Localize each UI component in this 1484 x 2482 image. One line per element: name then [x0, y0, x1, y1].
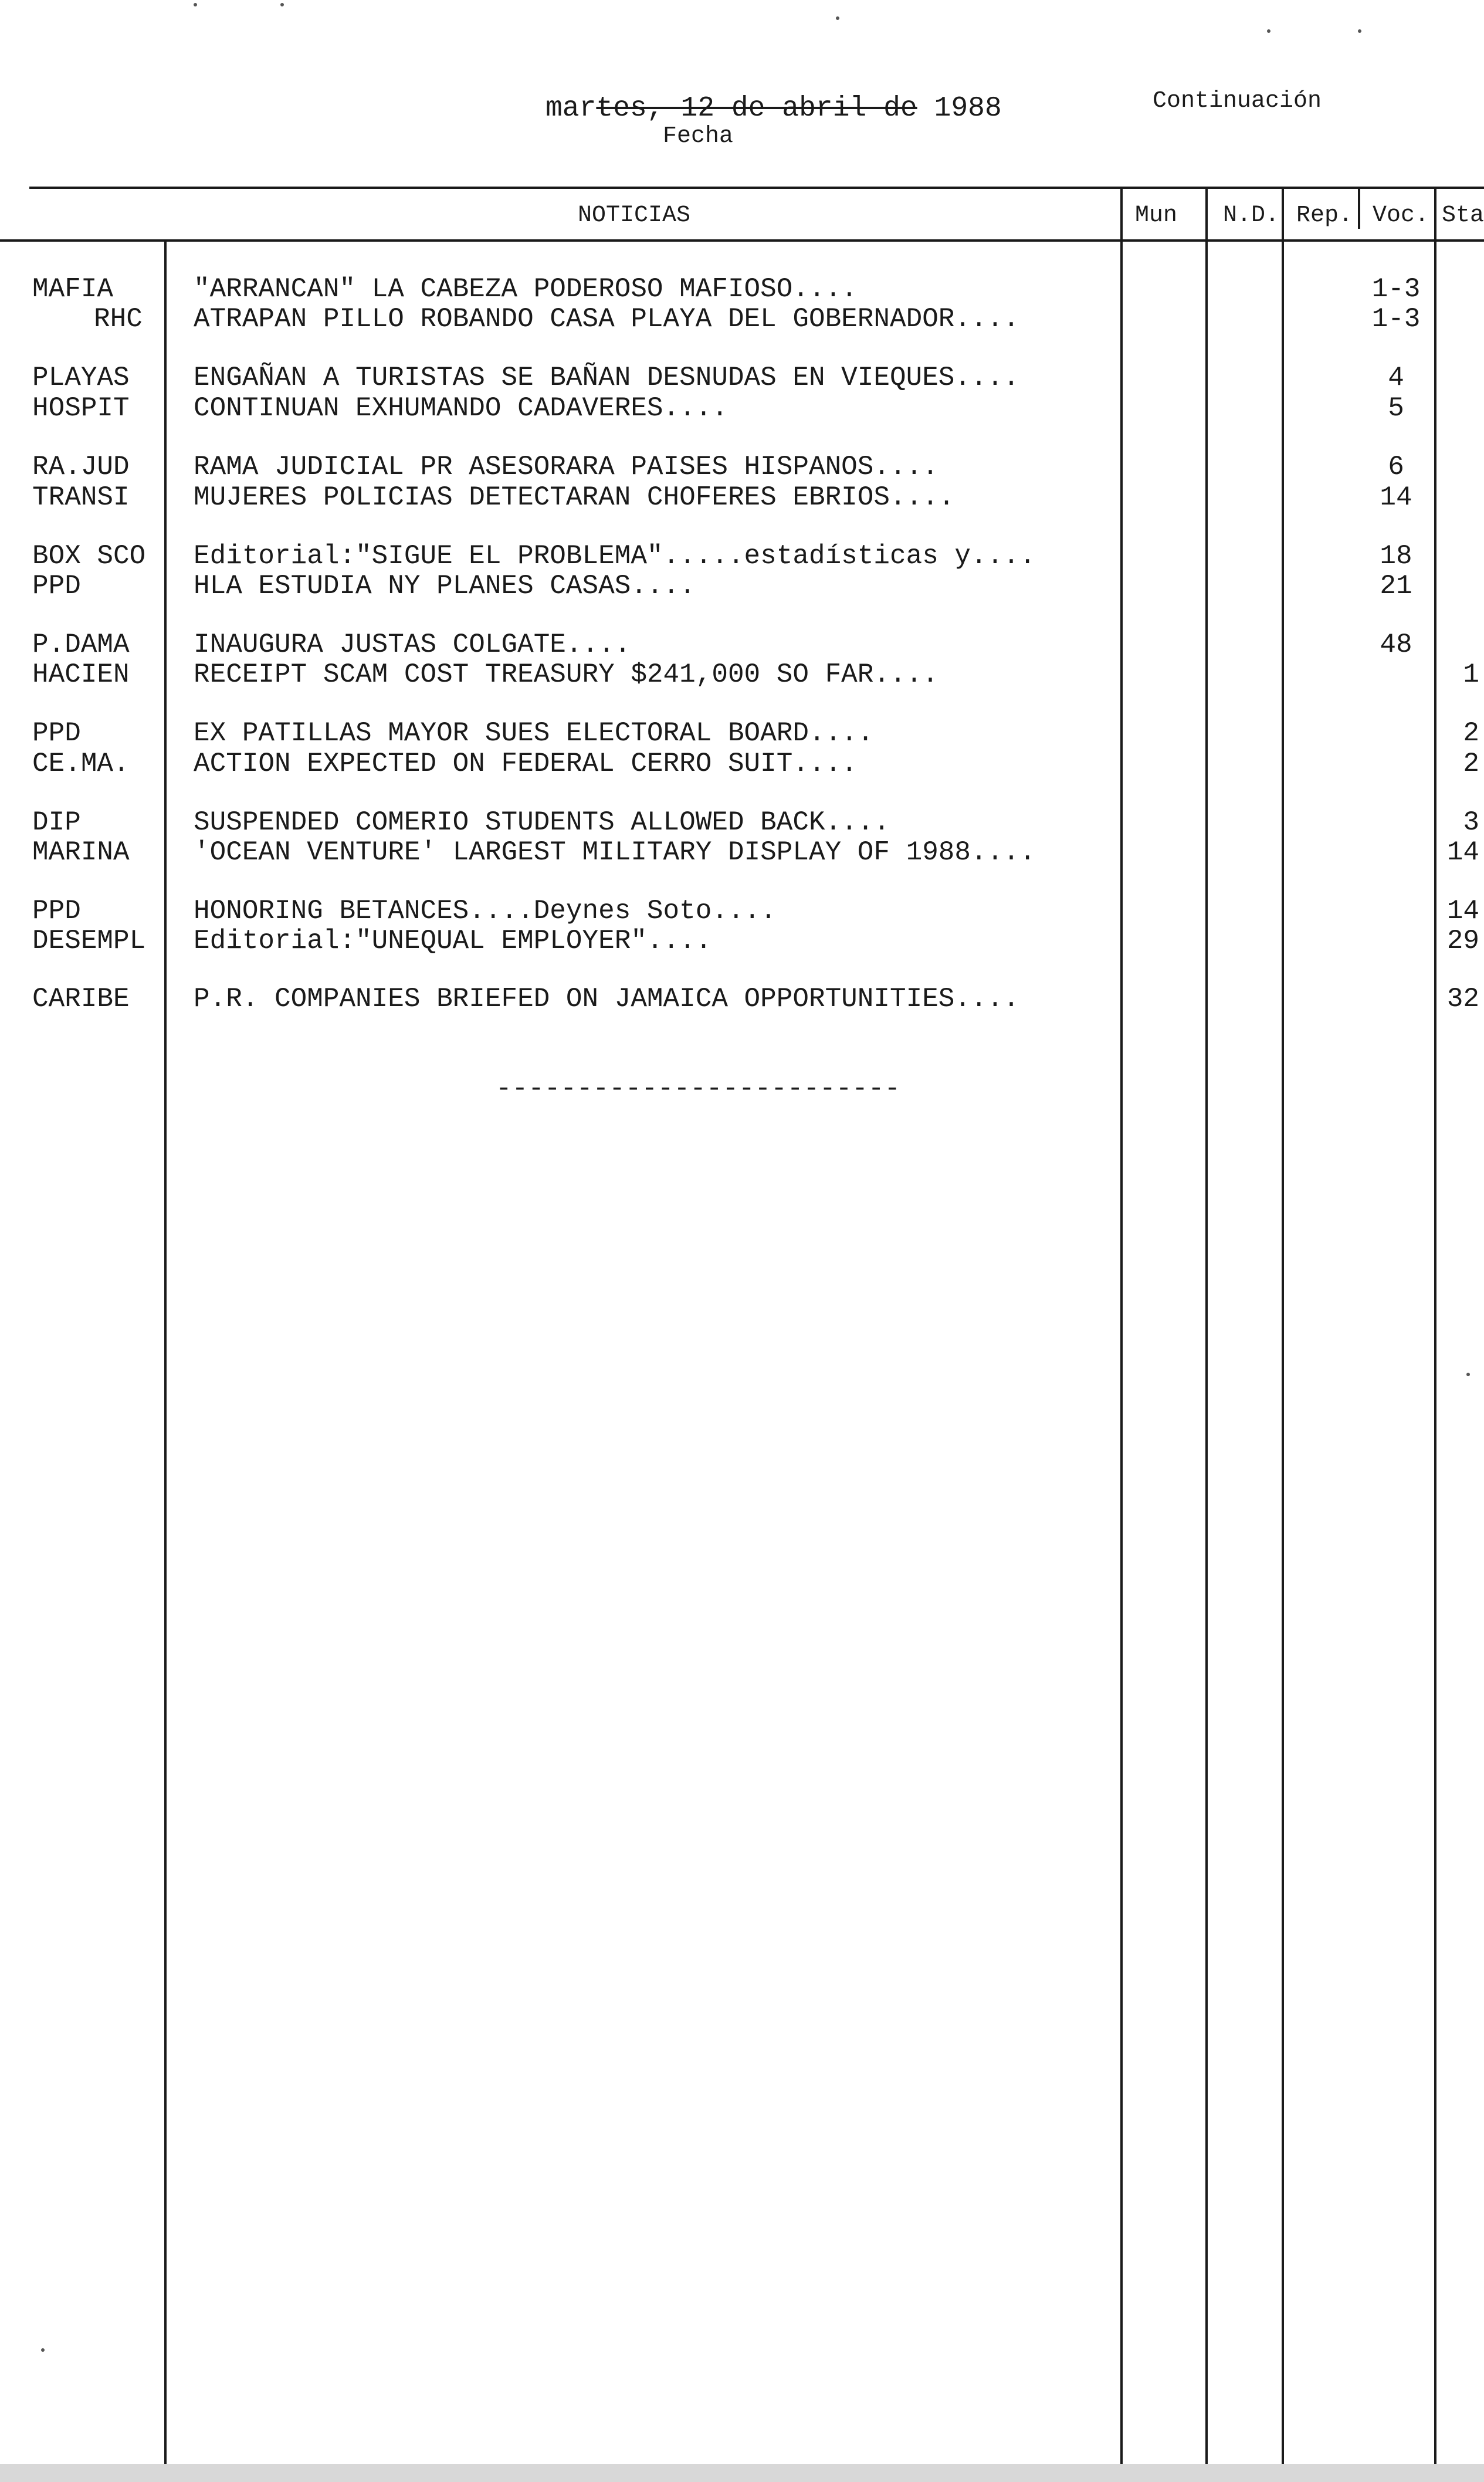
- mun-column-left-divider: [1120, 188, 1123, 2464]
- column-header-mun: Mun: [1135, 202, 1178, 229]
- news-row: [0, 984, 1484, 1014]
- row-section: HACIEN: [32, 659, 130, 690]
- news-row: [0, 837, 1484, 868]
- row-section: PLAYAS: [32, 363, 130, 393]
- row-section: RHC: [94, 304, 143, 334]
- scan-speck: [41, 2348, 45, 2352]
- row-sta-page: 14: [1446, 837, 1479, 868]
- scan-bottom-edge: [0, 2464, 1484, 2482]
- date-year: 1988: [917, 93, 1002, 124]
- scan-speck: [280, 3, 284, 6]
- row-section: PPD: [32, 718, 81, 749]
- voc-column-left-divider: [1358, 188, 1360, 229]
- row-sta-page: 32: [1446, 984, 1479, 1014]
- row-headline: ACTION EXPECTED ON FEDERAL CERRO SUIT....: [194, 749, 858, 779]
- row-section: MARINA: [32, 837, 130, 868]
- row-sta-page: 29: [1446, 926, 1479, 956]
- fecha-label: Fecha: [663, 123, 734, 150]
- row-voc-page: 18: [1380, 541, 1412, 571]
- news-row: [0, 659, 1484, 690]
- table-top-rule: [29, 187, 1484, 189]
- row-headline: RECEIPT SCAM COST TREASURY $241,000 SO FAR....: [194, 659, 938, 690]
- row-sta-page: 14: [1446, 896, 1479, 926]
- row-voc-page: 48: [1380, 629, 1412, 660]
- news-row: [0, 482, 1484, 513]
- row-headline: RAMA JUDICIAL PR ASESORARA PAISES HISPANOS....: [194, 452, 938, 482]
- row-section: TRANSI: [32, 482, 130, 513]
- row-sta-page: 2: [1463, 749, 1479, 779]
- row-headline: INAUGURA JUSTAS COLGATE....: [194, 629, 631, 660]
- row-section: MAFIA: [32, 274, 114, 304]
- row-sta-page: 3: [1463, 807, 1479, 838]
- news-row: [0, 749, 1484, 779]
- row-headline: MUJERES POLICIAS DETECTARAN CHOFERES EBRIOS....: [194, 482, 955, 513]
- news-row: [0, 571, 1484, 601]
- row-headline: HLA ESTUDIA NY PLANES CASAS....: [194, 571, 696, 601]
- row-headline: CONTINUAN EXHUMANDO CADAVERES....: [194, 393, 728, 424]
- row-headline: P.R. COMPANIES BRIEFED ON JAMAICA OPPORTUNITIES....: [194, 984, 1019, 1014]
- row-voc-page: 21: [1380, 571, 1412, 601]
- news-row: [0, 274, 1484, 304]
- row-section: CE.MA.: [32, 749, 130, 779]
- row-headline: ATRAPAN PILLO ROBANDO CASA PLAYA DEL GOBERNADOR....: [194, 304, 1019, 334]
- date-struck-text: tes, 12 de abril de: [596, 93, 917, 124]
- column-header-rep: Rep.: [1296, 202, 1353, 229]
- news-row: [0, 807, 1484, 838]
- row-headline: HONORING BETANCES....Deynes Soto....: [194, 896, 777, 926]
- row-headline: SUSPENDED COMERIO STUDENTS ALLOWED BACK....: [194, 807, 890, 838]
- nd-column-left-divider: [1205, 188, 1208, 2464]
- row-section: BOX SCO: [32, 541, 146, 571]
- row-section: PPD: [32, 896, 81, 926]
- header-date: [546, 93, 1002, 124]
- news-row: [0, 896, 1484, 926]
- table-header-rule: [0, 239, 1484, 242]
- column-header-nd: N.D.: [1223, 202, 1280, 229]
- news-row: [0, 393, 1484, 424]
- row-section: DIP: [32, 807, 81, 838]
- news-row: [0, 304, 1484, 334]
- sta-column-left-divider: [1434, 188, 1436, 2464]
- row-sta-page: 1: [1463, 659, 1479, 690]
- news-row: [0, 926, 1484, 956]
- row-voc-page: 14: [1380, 482, 1412, 513]
- row-section: HOSPIT: [32, 393, 130, 424]
- row-section: RA.JUD: [32, 452, 130, 482]
- news-row: [0, 452, 1484, 482]
- row-section: P.DAMA: [32, 629, 130, 660]
- news-row: [0, 629, 1484, 660]
- row-voc-page: 1-3: [1371, 304, 1421, 334]
- row-headline: ENGAÑAN A TURISTAS SE BAÑAN DESNUDAS EN VIEQUES....: [194, 363, 1019, 393]
- row-headline: 'OCEAN VENTURE' LARGEST MILITARY DISPLAY OF 1988....: [194, 837, 1036, 868]
- scan-speck: [194, 3, 197, 6]
- column-header-noticias: NOTICIAS: [578, 202, 691, 229]
- row-section: DESEMPL: [32, 926, 146, 956]
- scan-speck: [836, 16, 839, 20]
- news-row: [0, 541, 1484, 571]
- news-row: [0, 718, 1484, 749]
- news-row: [0, 363, 1484, 393]
- scan-speck: [1466, 1373, 1470, 1376]
- rep-column-left-divider: [1282, 188, 1284, 2464]
- row-voc-page: 1-3: [1371, 274, 1421, 304]
- row-section: CARIBE: [32, 984, 130, 1014]
- row-section: PPD: [32, 571, 81, 601]
- row-voc-page: 6: [1388, 452, 1404, 482]
- row-voc-page: 4: [1388, 363, 1404, 393]
- row-voc-page: 5: [1388, 393, 1404, 424]
- row-sta-page: 2: [1463, 718, 1479, 749]
- row-headline: EX PATILLAS MAYOR SUES ELECTORAL BOARD....: [194, 718, 874, 749]
- scan-speck: [1267, 29, 1270, 33]
- column-header-voc: Voc.: [1373, 202, 1429, 229]
- row-headline: Editorial:"SIGUE EL PROBLEMA".....estadísticas y....: [194, 541, 1036, 571]
- date-prefix: mar: [546, 93, 597, 124]
- row-headline: "ARRANCAN" LA CABEZA PODEROSO MAFIOSO....: [194, 274, 858, 304]
- continuation-label: Continuación: [1153, 88, 1322, 114]
- end-separator: -------------------------: [496, 1074, 901, 1104]
- row-headline: Editorial:"UNEQUAL EMPLOYER"....: [194, 926, 712, 956]
- column-header-sta: Sta: [1442, 202, 1484, 229]
- scan-speck: [1358, 29, 1361, 33]
